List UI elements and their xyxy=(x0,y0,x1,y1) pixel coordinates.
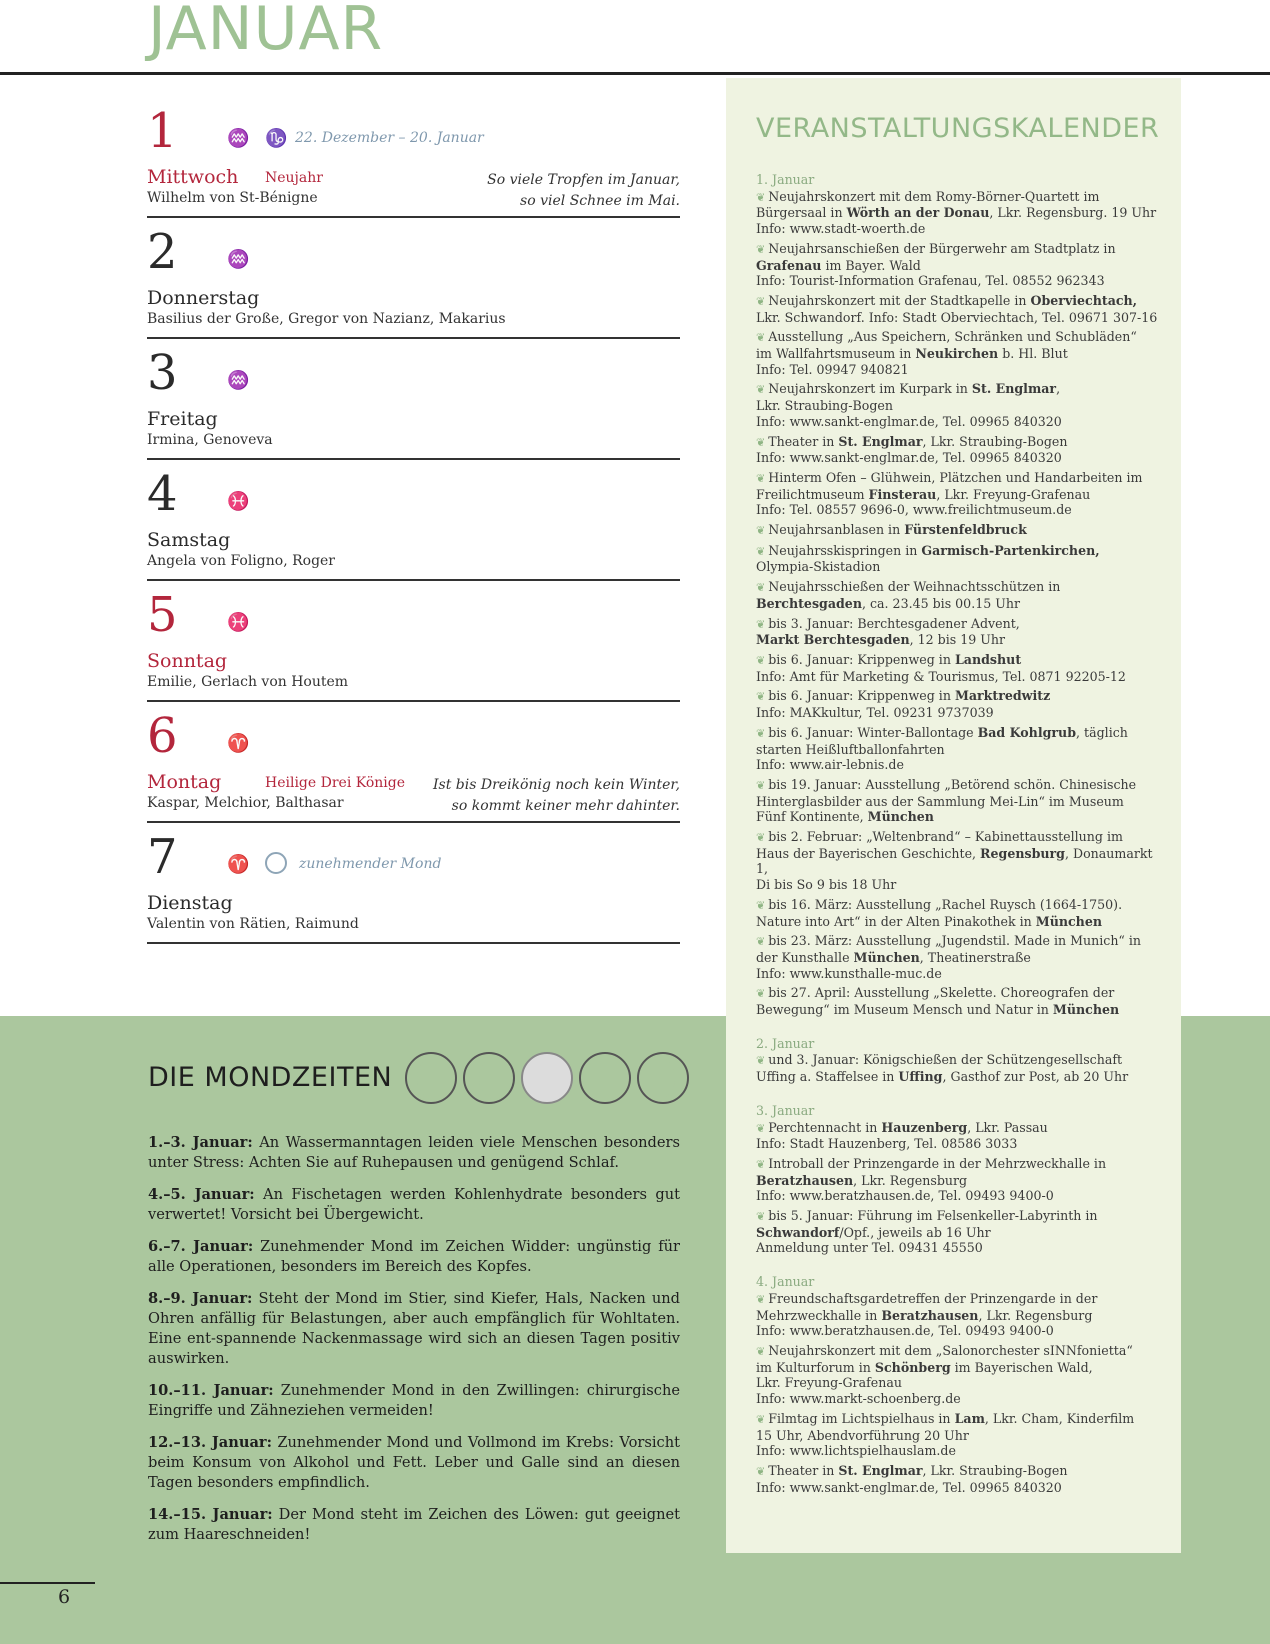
event-date: 4. Januar xyxy=(756,1274,815,1290)
event-item: ❦ bis 23. März: Ausstellung „Jugendstil. Made in Munich“ in der Kunsthalle München, Theatinerstraße Info: www.kunsthalle-muc.de xyxy=(756,933,1142,981)
weekday: Dienstag xyxy=(147,892,233,914)
event-item: ❦ Freundschaftsgardetreffen der Prinzengarde in der Mehrzweckhalle in Beratzhausen, Lkr. Regensburg Info: www.beratzhausen.de, Tel. 09493 9400-0 xyxy=(756,1290,1098,1339)
moon-section-title: DIE MONDZEITEN xyxy=(148,1062,393,1093)
leaf-icon: ❦ xyxy=(756,581,766,595)
proverb-line: So viele Tropfen im Januar, xyxy=(487,172,680,188)
event-item: ❦ bis 6. Januar: Krippenweg in Landshut Info: Amt für Marketing & Tourismus, Tel. 0871 92205-12 xyxy=(756,651,1126,684)
leaf-icon: ❦ xyxy=(756,726,766,740)
new-moon-icon xyxy=(579,1052,631,1104)
day-divider xyxy=(147,942,680,944)
zodiac-pisces-icon: ♓ xyxy=(227,491,250,512)
event-item: ❦ Theater in St. Englmar, Lkr. Straubing-Bogen Info: www.sankt-englmar.de, Tel. 09965 840320 xyxy=(756,1462,1068,1495)
holiday: Neujahr xyxy=(265,170,323,186)
leaf-icon: ❦ xyxy=(756,1412,766,1426)
zodiac-aries-icon: ♈ xyxy=(227,733,250,754)
leaf-icon: ❦ xyxy=(756,331,766,345)
event-item: ❦ Theater in St. Englmar, Lkr. Straubing-Bogen Info: www.sankt-englmar.de, Tel. 09965 840320 xyxy=(756,433,1068,466)
page-number-rule xyxy=(0,1582,95,1584)
weekday: Samstag xyxy=(147,529,231,551)
day-number: 4 xyxy=(147,466,178,522)
page-number: 6 xyxy=(58,1586,71,1608)
events-list xyxy=(756,172,1166,1499)
event-item: ❦ bis 27. April: Ausstellung „Skelette. Choreografen der Bewegung“ im Museum Mensch und Natur in München xyxy=(756,985,1120,1018)
zodiac-capricorn-icon: ♑ xyxy=(265,128,288,149)
event-item: ❦ Neujahrsanblasen in Fürstenfeldbruck xyxy=(756,522,1027,538)
moon-entry: 4.–5. Januar: An Fischetagen werden Kohlenhydrate besonders gut verwertet! Vorsicht bei Übergewicht. xyxy=(148,1186,680,1223)
leaf-icon: ❦ xyxy=(756,1464,766,1478)
event-item: ❦ bis 6. Januar: Winter-Ballontage Bad Kohlgrub, täglich starten Heißluftballonfahrten Info: www.air-lebnis.de xyxy=(756,724,1128,773)
event-item: ❦ Ausstellung „Aus Speichern, Schränken und Schubläden“ im Wallfahrtsmuseum in Neukirchen b. Hl. Blut Info: Tel. 09947 940821 xyxy=(756,329,1137,377)
day-divider xyxy=(147,458,680,460)
day-number: 1 xyxy=(147,103,178,159)
event-item: ❦ Neujahrsskispringen in Garmisch-Partenkirchen, Olympia-Skistadion xyxy=(756,542,1100,575)
weekday: Mittwoch xyxy=(147,166,239,188)
saints: Wilhelm von St-Bénigne xyxy=(147,190,318,206)
leaf-icon: ❦ xyxy=(756,471,766,485)
event-item: ❦ Neujahrsanschießen der Bürgerwehr am Stadtplatz in Grafenau im Bayer. Wald Info: Tourist-Information Grafenau, Tel. 08552 962343 xyxy=(756,240,1116,289)
event-item: ❦ bis 6. Januar: Krippenweg in Marktredwitz Info: MAKkultur, Tel. 09231 9737039 xyxy=(756,688,1051,721)
event-item: ❦ Neujahrskonzert mit dem Romy-Börner-Quartett im Bürgersaal in Wörth an der Donau, Lkr. Regensburg. 19 Uhr Info: www.stadt-woerth.de xyxy=(756,188,1157,237)
weekday: Montag xyxy=(147,771,222,793)
waxing-moon-icon xyxy=(265,852,287,874)
day-entry xyxy=(147,346,680,466)
month-title: JANUAR xyxy=(148,0,384,64)
moon-phase-label: zunehmender Mond xyxy=(299,856,442,872)
zodiac-aquarius-icon: ♒ xyxy=(227,128,250,149)
leaf-icon: ❦ xyxy=(756,1292,766,1306)
proverb xyxy=(487,170,680,212)
events-title: VERANSTALTUNGSKALENDER xyxy=(756,113,1160,144)
proverb-line: Ist bis Dreikönig noch kein Winter, xyxy=(433,777,680,793)
day-entry xyxy=(147,467,680,587)
day-number: 3 xyxy=(147,345,178,401)
event-item: ❦ Neujahrsschießen der Weihnachtsschützen in Berchtesgaden, ca. 23.45 bis 00.15 Uhr xyxy=(756,579,1061,611)
first-quarter-moon-icon xyxy=(463,1052,515,1104)
event-item: ❦ Hinterm Ofen – Glühwein, Plätzchen und Handarbeiten im Freilichtmuseum Finsterau, Lkr. Freyung-Grafenau Info: Tel. 08557 9696-0, www.freilichtmuseum.de xyxy=(756,469,1143,518)
event-item: ❦ bis 19. Januar: Ausstellung „Betörend schön. Chinesische Hinterglasbilder aus der Sammlung Mei-Lin“ im Museum Fünf Kontinente, München xyxy=(756,776,1137,825)
day-entry xyxy=(147,588,680,708)
event-item: ❦ Filmtag im Lichtspielhaus in Lam, Lkr. Cham, Kinderfilm 15 Uhr, Abendvorführung 20 Uhr Info: www.lichtspielhauslam.de xyxy=(756,1410,1135,1459)
leaf-icon: ❦ xyxy=(756,831,766,845)
moon-entry: 6.–7. Januar: Zunehmender Mond im Zeichen Widder: ungünstig für alle Operationen, besonders im Bereich des Kopfes. xyxy=(148,1238,680,1275)
leaf-icon: ❦ xyxy=(756,383,766,397)
saints: Emilie, Gerlach von Houtem xyxy=(147,674,349,690)
event-item: ❦ Perchtennacht in Hauzenberg, Lkr. Passau Info: Stadt Hauzenberg, Tel. 08586 3033 xyxy=(756,1119,1048,1152)
day-number: 7 xyxy=(147,829,178,885)
zodiac-date-range: 22. Dezember – 20. Januar xyxy=(295,130,484,146)
leaf-icon: ❦ xyxy=(756,524,766,538)
leaf-icon: ❦ xyxy=(756,653,766,667)
event-item: ❦ und 3. Januar: Königschießen der Schützengesellschaft Uffing a. Staffelsee in Uffing, Gasthof zur Post, ab 20 Uhr xyxy=(756,1052,1129,1085)
proverb-line: so viel Schnee im Mai. xyxy=(520,193,680,209)
moon-entry: 8.–9. Januar: Steht der Mond im Stier, sind Kiefer, Hals, Nacken und Ohren anfällig für Belastungen, aber auch empfänglich für Wohltaten. Eine ent-spannende Nackenmassage wird sich an diesen Tagen positiv auswirken. xyxy=(148,1290,680,1367)
moon-times-list xyxy=(148,1133,680,1557)
moon-entry: 10.–11. Januar: Zunehmender Mond in den Zwillingen: chirurgische Eingriffe und Zähneziehen vermeiden! xyxy=(148,1382,680,1419)
event-item: ❦ Neujahrskonzert mit der Stadtkapelle in Oberviechtach, Lkr. Schwandorf. Info: Stadt Oberviechtach, Tel. 09671 307-16 xyxy=(756,292,1158,325)
saints: Angela von Foligno, Roger xyxy=(147,553,336,569)
event-item: ❦ bis 2. Februar: „Weltenbrand“ – Kabinettausstellung im Haus der Bayerischen Geschichte, Regensburg, Donaumarkt 1, Di bis So 9 bis 18 Uhr xyxy=(756,829,1153,893)
waning-crescent-moon-icon xyxy=(637,1052,689,1104)
leaf-icon: ❦ xyxy=(756,617,766,631)
day-divider xyxy=(147,821,680,823)
leaf-icon: ❦ xyxy=(756,242,766,256)
full-moon-icon xyxy=(521,1052,573,1104)
weekday: Sonntag xyxy=(147,650,228,672)
leaf-icon: ❦ xyxy=(756,898,766,912)
event-item: ❦ bis 5. Januar: Führung im Felsenkeller-Labyrinth in Schwandorf/Opf., jeweils ab 16 Uhr Anmeldung unter Tel. 09431 45550 xyxy=(756,1208,1098,1256)
day-entry xyxy=(147,709,680,829)
event-date: 1. Januar xyxy=(756,172,815,187)
zodiac-pisces-icon: ♓ xyxy=(227,612,250,633)
day-number: 2 xyxy=(147,224,178,280)
leaf-icon: ❦ xyxy=(756,690,766,704)
moon-entry: 1.–3. Januar: An Wassermanntagen leiden viele Menschen besonders unter Stress: Achten Sie auf Ruhepausen und genügend Schlaf. xyxy=(148,1134,680,1171)
leaf-icon: ❦ xyxy=(756,778,766,792)
leaf-icon: ❦ xyxy=(756,1345,766,1358)
leaf-icon: ❦ xyxy=(756,1210,766,1224)
event-item: ❦ Neujahrskonzert mit dem „Salonorchester sINNfonietta“ im Kulturforum in Schönberg im Bayerischen Wald, Lkr. Freyung-Grafenau Info: www.markt-schoenberg.de xyxy=(756,1343,1133,1407)
day-divider xyxy=(147,700,680,702)
top-divider xyxy=(0,72,1270,75)
weekday: Donnerstag xyxy=(147,287,260,309)
leaf-icon: ❦ xyxy=(756,1054,766,1068)
leaf-icon: ❦ xyxy=(756,987,766,1001)
leaf-icon: ❦ xyxy=(756,935,766,949)
event-item: ❦ bis 16. März: Ausstellung „Rachel Ruysch (1664-1750). Nature into Art“ in der Alten Pinakothek in München xyxy=(756,896,1123,929)
day-number: 6 xyxy=(147,708,178,764)
saints: Irmina, Genoveva xyxy=(147,432,273,448)
saints: Basilius der Große, Gregor von Nazianz, Makarius xyxy=(147,311,506,327)
day-divider xyxy=(147,579,680,581)
waxing-crescent-moon-icon xyxy=(405,1052,457,1104)
zodiac-aquarius-icon: ♒ xyxy=(227,249,250,270)
event-item: ❦ bis 3. Januar: Berchtesgadener Advent, Markt Berchtesgaden, 12 bis 19 Uhr xyxy=(756,615,1020,648)
event-date: 3. Januar xyxy=(756,1102,815,1118)
proverb xyxy=(433,775,680,817)
holiday: Heilige Drei Könige xyxy=(265,775,406,791)
moon-entry: 12.–13. Januar: Zunehmender Mond und Vollmond im Krebs: Vorsicht beim Konsum von Alkohol und Fett. Leber und Galle sind an diesen Tagen besonders empfindlich. xyxy=(148,1434,680,1491)
weekday: Freitag xyxy=(147,408,218,430)
moon-entry: 14.–15. Januar: Der Mond steht im Zeichen des Löwen: gut geeignet zum Haareschneiden! xyxy=(148,1506,680,1543)
leaf-icon: ❦ xyxy=(756,190,766,204)
leaf-icon: ❦ xyxy=(756,1121,766,1135)
saints: Valentin von Rätien, Raimund xyxy=(147,916,359,932)
proverb-line: so kommt keiner mehr dahinter. xyxy=(451,798,680,814)
zodiac-aries-icon: ♈ xyxy=(227,854,250,875)
day-number: 5 xyxy=(147,587,178,643)
zodiac-aquarius-icon: ♒ xyxy=(227,370,250,391)
day-divider xyxy=(147,337,680,339)
event-item: ❦ Introball der Prinzengarde in der Mehrzweckhalle in Beratzhausen, Lkr. Regensburg Info: www.beratzhausen.de, Tel. 09493 9400-0 xyxy=(756,1155,1107,1204)
day-divider xyxy=(147,216,680,218)
day-entry xyxy=(147,830,680,950)
leaf-icon: ❦ xyxy=(756,435,766,449)
event-date: 2. Januar xyxy=(756,1035,815,1051)
leaf-icon: ❦ xyxy=(756,1157,766,1171)
event-item: ❦ Neujahrskonzert im Kurpark in St. Englmar, Lkr. Straubing-Bogen Info: www.sankt-englmar.de, Tel. 09965 840320 xyxy=(756,381,1062,429)
leaf-icon: ❦ xyxy=(756,294,766,308)
day-entry xyxy=(147,225,680,345)
day-entry xyxy=(147,104,680,224)
leaf-icon: ❦ xyxy=(756,544,766,558)
saints: Kaspar, Melchior, Balthasar xyxy=(147,795,344,811)
